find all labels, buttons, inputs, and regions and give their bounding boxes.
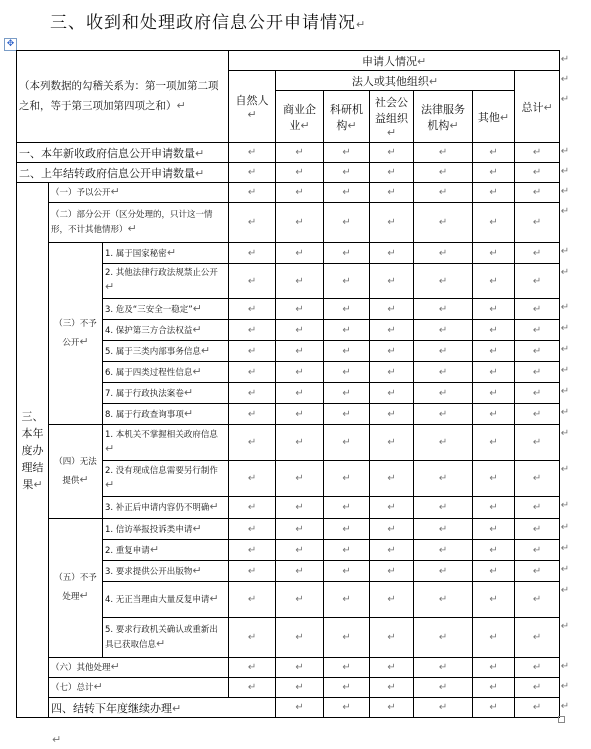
data-cell[interactable]: ↵ <box>229 519 276 540</box>
data-cell[interactable]: ↵ <box>515 540 560 561</box>
header-other: 其他↵ <box>473 91 515 143</box>
data-cell[interactable]: ↵ <box>276 698 324 718</box>
data-cell[interactable]: ↵ <box>370 404 414 425</box>
data-cell[interactable]: ↵ <box>473 461 515 497</box>
row-end-mark: ↵ <box>560 700 570 712</box>
data-cell[interactable]: ↵ <box>473 540 515 561</box>
data-cell[interactable]: ↵ <box>473 383 515 404</box>
data-cell[interactable]: ↵ <box>414 320 473 341</box>
data-cell[interactable]: ↵ <box>276 243 324 264</box>
data-cell[interactable]: ↵ <box>229 618 276 658</box>
data-cell[interactable]: ↵ <box>324 163 370 183</box>
data-cell[interactable]: ↵ <box>473 561 515 582</box>
row-label: 2. 重复申请↵ <box>103 540 229 561</box>
row-label: 3. 危及“三安全一稳定”↵ <box>103 299 229 320</box>
data-cell[interactable]: ↵ <box>324 404 370 425</box>
data-cell[interactable]: ↵ <box>414 404 473 425</box>
data-cell[interactable]: ↵ <box>370 461 414 497</box>
data-cell[interactable]: ↵ <box>276 163 324 183</box>
data-cell[interactable]: ↵ <box>414 519 473 540</box>
row-label: 四、结转下年度继续办理↵ <box>49 698 276 718</box>
data-cell[interactable]: ↵ <box>324 383 370 404</box>
data-cell[interactable]: ↵ <box>229 404 276 425</box>
data-cell[interactable]: ↵ <box>515 243 560 264</box>
data-cell[interactable]: ↵ <box>276 582 324 618</box>
data-cell[interactable]: ↵ <box>515 264 560 299</box>
data-cell[interactable]: ↵ <box>473 618 515 658</box>
data-cell[interactable]: ↵ <box>276 203 324 243</box>
data-cell[interactable]: ↵ <box>370 320 414 341</box>
data-cell[interactable]: ↵ <box>473 243 515 264</box>
data-cell[interactable]: ↵ <box>473 341 515 362</box>
data-cell[interactable]: ↵ <box>473 143 515 163</box>
data-cell[interactable]: ↵ <box>324 540 370 561</box>
data-cell[interactable]: ↵ <box>414 618 473 658</box>
data-cell[interactable]: ↵ <box>414 678 473 698</box>
data-cell[interactable]: ↵ <box>515 404 560 425</box>
header-legal-other: 法人或其他组织↵ <box>276 71 515 91</box>
data-cell[interactable]: ↵ <box>473 362 515 383</box>
data-cell[interactable]: ↵ <box>324 362 370 383</box>
row-end-mark: ↵ <box>560 245 570 257</box>
data-cell[interactable]: ↵ <box>515 183 560 203</box>
data-cell[interactable]: ↵ <box>324 678 370 698</box>
data-cell[interactable]: ↵ <box>414 540 473 561</box>
data-cell[interactable]: ↵ <box>229 582 276 618</box>
data-cell[interactable]: ↵ <box>473 163 515 183</box>
data-cell[interactable]: ↵ <box>276 362 324 383</box>
data-cell[interactable]: ↵ <box>473 404 515 425</box>
data-cell[interactable]: ↵ <box>370 561 414 582</box>
data-cell[interactable]: ↵ <box>414 362 473 383</box>
data-cell[interactable]: ↵ <box>370 163 414 183</box>
data-cell[interactable]: ↵ <box>324 341 370 362</box>
data-cell[interactable]: ↵ <box>229 243 276 264</box>
table-row <box>17 698 560 718</box>
data-cell[interactable]: ↵ <box>229 362 276 383</box>
data-cell[interactable]: ↵ <box>414 183 473 203</box>
table-row <box>17 519 560 540</box>
data-cell[interactable]: ↵ <box>370 425 414 461</box>
data-cell[interactable]: ↵ <box>276 678 324 698</box>
row-label: （二）部分公开（区分处理的，只计这一情形，不计其他情形）↵ <box>49 203 229 243</box>
row-end-mark: ↵ <box>560 93 570 105</box>
row-label: 1. 属于国家秘密↵ <box>103 243 229 264</box>
data-cell[interactable]: ↵ <box>229 143 276 163</box>
data-cell[interactable]: ↵ <box>324 320 370 341</box>
data-cell[interactable]: ↵ <box>370 540 414 561</box>
row-end-mark: ↵ <box>560 53 570 65</box>
data-cell[interactable]: ↵ <box>276 561 324 582</box>
data-cell[interactable]: ↵ <box>473 582 515 618</box>
row-end-mark: ↵ <box>560 542 570 554</box>
data-cell[interactable]: ↵ <box>473 320 515 341</box>
row-end-mark: ↵ <box>560 364 570 376</box>
data-cell[interactable]: ↵ <box>515 299 560 320</box>
row-end-mark: ↵ <box>560 563 570 575</box>
data-cell[interactable]: ↵ <box>515 698 560 718</box>
data-cell[interactable]: ↵ <box>473 658 515 678</box>
data-cell[interactable]: ↵ <box>276 425 324 461</box>
row-end-mark: ↵ <box>560 185 570 197</box>
data-cell[interactable]: ↵ <box>515 383 560 404</box>
data-cell[interactable]: ↵ <box>515 658 560 678</box>
row-label: 6. 属于四类过程性信息↵ <box>103 362 229 383</box>
data-cell[interactable]: ↵ <box>324 264 370 299</box>
header-legal-service: 法律服务机构↵ <box>414 91 473 143</box>
header-natural-person: 自然人↵ <box>229 71 276 143</box>
data-cell[interactable]: ↵ <box>414 299 473 320</box>
data-cell[interactable]: ↵ <box>414 163 473 183</box>
data-cell[interactable]: ↵ <box>370 582 414 618</box>
data-cell[interactable]: ↵ <box>370 341 414 362</box>
data-cell[interactable]: ↵ <box>276 497 324 519</box>
data-cell[interactable]: ↵ <box>276 519 324 540</box>
data-cell[interactable]: ↵ <box>229 658 276 678</box>
data-cell[interactable]: ↵ <box>414 264 473 299</box>
table-row <box>17 163 560 183</box>
table-row <box>17 243 560 264</box>
data-cell[interactable]: ↵ <box>229 264 276 299</box>
data-cell[interactable]: ↵ <box>473 698 515 718</box>
row-label: 1. 本机关不掌握相关政府信息↵ <box>103 425 229 461</box>
data-cell[interactable]: ↵ <box>276 540 324 561</box>
data-cell[interactable]: ↵ <box>515 519 560 540</box>
data-cell[interactable]: ↵ <box>324 425 370 461</box>
data-cell[interactable]: ↵ <box>515 582 560 618</box>
data-cell[interactable]: ↵ <box>515 362 560 383</box>
page-title: 三、收到和处理政府信息公开申请情况↵ <box>50 13 367 33</box>
data-cell[interactable]: ↵ <box>414 561 473 582</box>
row-end-mark: ↵ <box>560 427 570 439</box>
row-label: 2. 没有现成信息需要另行制作↵ <box>103 461 229 497</box>
data-cell[interactable]: ↵ <box>324 497 370 519</box>
data-cell[interactable]: ↵ <box>414 497 473 519</box>
data-cell[interactable]: ↵ <box>324 461 370 497</box>
data-cell[interactable]: ↵ <box>370 183 414 203</box>
row-end-mark: ↵ <box>560 73 570 85</box>
data-cell[interactable]: ↵ <box>324 618 370 658</box>
row-label: 4. 无正当理由大量反复申请↵ <box>103 582 229 618</box>
data-cell[interactable]: ↵ <box>324 299 370 320</box>
row-end-mark: ↵ <box>560 521 570 533</box>
data-cell[interactable]: ↵ <box>370 519 414 540</box>
table-row <box>17 658 560 678</box>
table-row <box>17 143 560 163</box>
row-label: 3. 补正后申请内容仍不明确↵ <box>103 497 229 519</box>
data-cell[interactable]: ↵ <box>276 143 324 163</box>
table-row <box>17 203 560 243</box>
data-cell[interactable]: ↵ <box>324 143 370 163</box>
row-label: 二、上年结转政府信息公开申请数量↵ <box>17 163 229 183</box>
row-label: 3. 要求提供公开出版物↵ <box>103 561 229 582</box>
data-cell[interactable]: ↵ <box>229 203 276 243</box>
data-cell[interactable]: ↵ <box>370 497 414 519</box>
row-end-mark: ↵ <box>560 322 570 334</box>
data-cell[interactable]: ↵ <box>414 243 473 264</box>
data-cell[interactable]: ↵ <box>276 383 324 404</box>
data-cell[interactable]: ↵ <box>324 243 370 264</box>
data-cell[interactable]: ↵ <box>414 698 473 718</box>
data-cell[interactable]: ↵ <box>370 678 414 698</box>
row-label: 2. 其他法律行政法规禁止公开↵ <box>103 264 229 299</box>
data-cell[interactable]: ↵ <box>229 183 276 203</box>
data-cell[interactable]: ↵ <box>276 320 324 341</box>
data-cell[interactable]: ↵ <box>324 519 370 540</box>
data-cell[interactable]: ↵ <box>324 183 370 203</box>
data-cell[interactable]: ↵ <box>515 425 560 461</box>
data-cell[interactable]: ↵ <box>414 582 473 618</box>
data-cell[interactable]: ↵ <box>276 341 324 362</box>
table-row <box>17 678 560 698</box>
row-end-mark: ↵ <box>560 343 570 355</box>
data-cell[interactable]: ↵ <box>473 183 515 203</box>
data-cell[interactable]: ↵ <box>515 461 560 497</box>
data-cell[interactable]: ↵ <box>324 698 370 718</box>
header-applicant-situation: 申请人情况↵ <box>229 51 560 71</box>
data-cell[interactable]: ↵ <box>229 540 276 561</box>
data-cell[interactable]: ↵ <box>414 341 473 362</box>
data-cell[interactable]: ↵ <box>515 320 560 341</box>
row-end-mark: ↵ <box>560 584 570 596</box>
data-cell[interactable]: ↵ <box>229 341 276 362</box>
row-label: 4. 保护第三方合法权益↵ <box>103 320 229 341</box>
data-cell[interactable]: ↵ <box>229 461 276 497</box>
data-cell[interactable]: ↵ <box>515 678 560 698</box>
header-total: 总计↵ <box>515 71 560 143</box>
row-end-mark: ↵ <box>560 499 570 511</box>
data-cell[interactable]: ↵ <box>370 243 414 264</box>
section3-label: 三、本年度办理结果↵ <box>17 183 49 718</box>
data-cell[interactable]: ↵ <box>229 383 276 404</box>
row-label: 5. 属于三类内部事务信息↵ <box>103 341 229 362</box>
data-cell[interactable]: ↵ <box>515 341 560 362</box>
row-end-mark: ↵ <box>560 406 570 418</box>
data-cell[interactable]: ↵ <box>473 203 515 243</box>
row-end-mark: ↵ <box>560 301 570 313</box>
data-cell[interactable]: ↵ <box>229 678 276 698</box>
data-cell[interactable]: ↵ <box>370 264 414 299</box>
header-social-welfare: 社会公益组织↵ <box>370 91 414 143</box>
data-cell[interactable]: ↵ <box>276 404 324 425</box>
row-end-mark: ↵ <box>560 620 570 632</box>
data-cell[interactable]: ↵ <box>473 299 515 320</box>
header-research: 科研机构↵ <box>324 91 370 143</box>
data-cell[interactable]: ↵ <box>414 143 473 163</box>
data-cell[interactable]: ↵ <box>324 658 370 678</box>
data-cell[interactable]: ↵ <box>276 183 324 203</box>
row-end-mark: ↵ <box>560 145 570 157</box>
data-cell[interactable]: ↵ <box>370 203 414 243</box>
table-row <box>17 425 560 461</box>
data-cell[interactable]: ↵ <box>229 425 276 461</box>
data-cell[interactable]: ↵ <box>229 497 276 519</box>
group-label: （五）不予处理↵ <box>49 519 103 658</box>
data-cell[interactable]: ↵ <box>414 425 473 461</box>
data-cell[interactable]: ↵ <box>473 678 515 698</box>
row-end-mark: ↵ <box>560 680 570 692</box>
row-label: （一）予以公开↵ <box>49 183 229 203</box>
data-cell[interactable]: ↵ <box>229 320 276 341</box>
header-commercial: 商业企业↵ <box>276 91 324 143</box>
paragraph-mark: ↵ <box>52 733 62 746</box>
data-cell[interactable]: ↵ <box>515 163 560 183</box>
table-row <box>17 183 560 203</box>
data-cell[interactable]: ↵ <box>473 519 515 540</box>
group-label: （三）不予公开↵ <box>49 243 103 425</box>
data-cell[interactable]: ↵ <box>473 264 515 299</box>
table-move-handle-icon[interactable]: ✥ <box>4 38 17 51</box>
table-resize-handle[interactable] <box>558 716 565 723</box>
data-cell[interactable]: ↵ <box>229 299 276 320</box>
row-label: 7. 属于行政执法案卷↵ <box>103 383 229 404</box>
data-cell[interactable]: ↵ <box>515 497 560 519</box>
data-cell[interactable]: ↵ <box>370 299 414 320</box>
data-cell[interactable]: ↵ <box>414 461 473 497</box>
data-cell[interactable]: ↵ <box>515 561 560 582</box>
data-cell[interactable]: ↵ <box>370 698 414 718</box>
data-cell[interactable]: ↵ <box>473 497 515 519</box>
data-cell[interactable]: ↵ <box>414 203 473 243</box>
data-cell[interactable]: ↵ <box>276 658 324 678</box>
data-cell[interactable]: ↵ <box>276 264 324 299</box>
data-cell[interactable]: ↵ <box>473 425 515 461</box>
row-label: （六）其他处理↵ <box>49 658 229 678</box>
row-label: （七）总计↵ <box>49 678 229 698</box>
data-cell[interactable]: ↵ <box>370 362 414 383</box>
row-end-mark: ↵ <box>560 660 570 672</box>
data-cell[interactable]: ↵ <box>370 618 414 658</box>
row-end-mark: ↵ <box>560 165 570 177</box>
data-cell[interactable]: ↵ <box>370 383 414 404</box>
data-cell[interactable]: ↵ <box>515 203 560 243</box>
row-label: 5. 要求行政机关确认或重新出具已获取信息↵ <box>103 618 229 658</box>
data-cell[interactable]: ↵ <box>276 618 324 658</box>
row-label: 1. 信访举报投诉类申请↵ <box>103 519 229 540</box>
data-cell[interactable]: ↵ <box>276 461 324 497</box>
statistics-table <box>16 50 560 718</box>
data-cell[interactable]: ↵ <box>324 561 370 582</box>
data-cell[interactable]: ↵ <box>229 561 276 582</box>
data-cell[interactable]: ↵ <box>414 658 473 678</box>
row-end-mark: ↵ <box>560 205 570 217</box>
data-cell[interactable]: ↵ <box>324 203 370 243</box>
group-label: （四）无法提供↵ <box>49 425 103 519</box>
data-cell[interactable]: ↵ <box>276 299 324 320</box>
data-cell[interactable]: ↵ <box>515 618 560 658</box>
row-label: 一、本年新收政府信息公开申请数量↵ <box>17 143 229 163</box>
data-cell[interactable]: ↵ <box>229 163 276 183</box>
data-cell[interactable]: ↵ <box>370 658 414 678</box>
data-cell[interactable]: ↵ <box>324 582 370 618</box>
row-end-mark: ↵ <box>560 266 570 278</box>
row-end-mark: ↵ <box>560 463 570 475</box>
data-cell[interactable]: ↵ <box>414 383 473 404</box>
row-end-mark: ↵ <box>560 385 570 397</box>
header-note-cell: （本列数据的勾稽关系为：第一项加第二项之和，等于第三项加第四项之和）↵ <box>17 51 229 143</box>
data-cell[interactable]: ↵ <box>370 143 414 163</box>
row-label: 8. 属于行政查询事项↵ <box>103 404 229 425</box>
data-cell[interactable]: ↵ <box>515 143 560 163</box>
